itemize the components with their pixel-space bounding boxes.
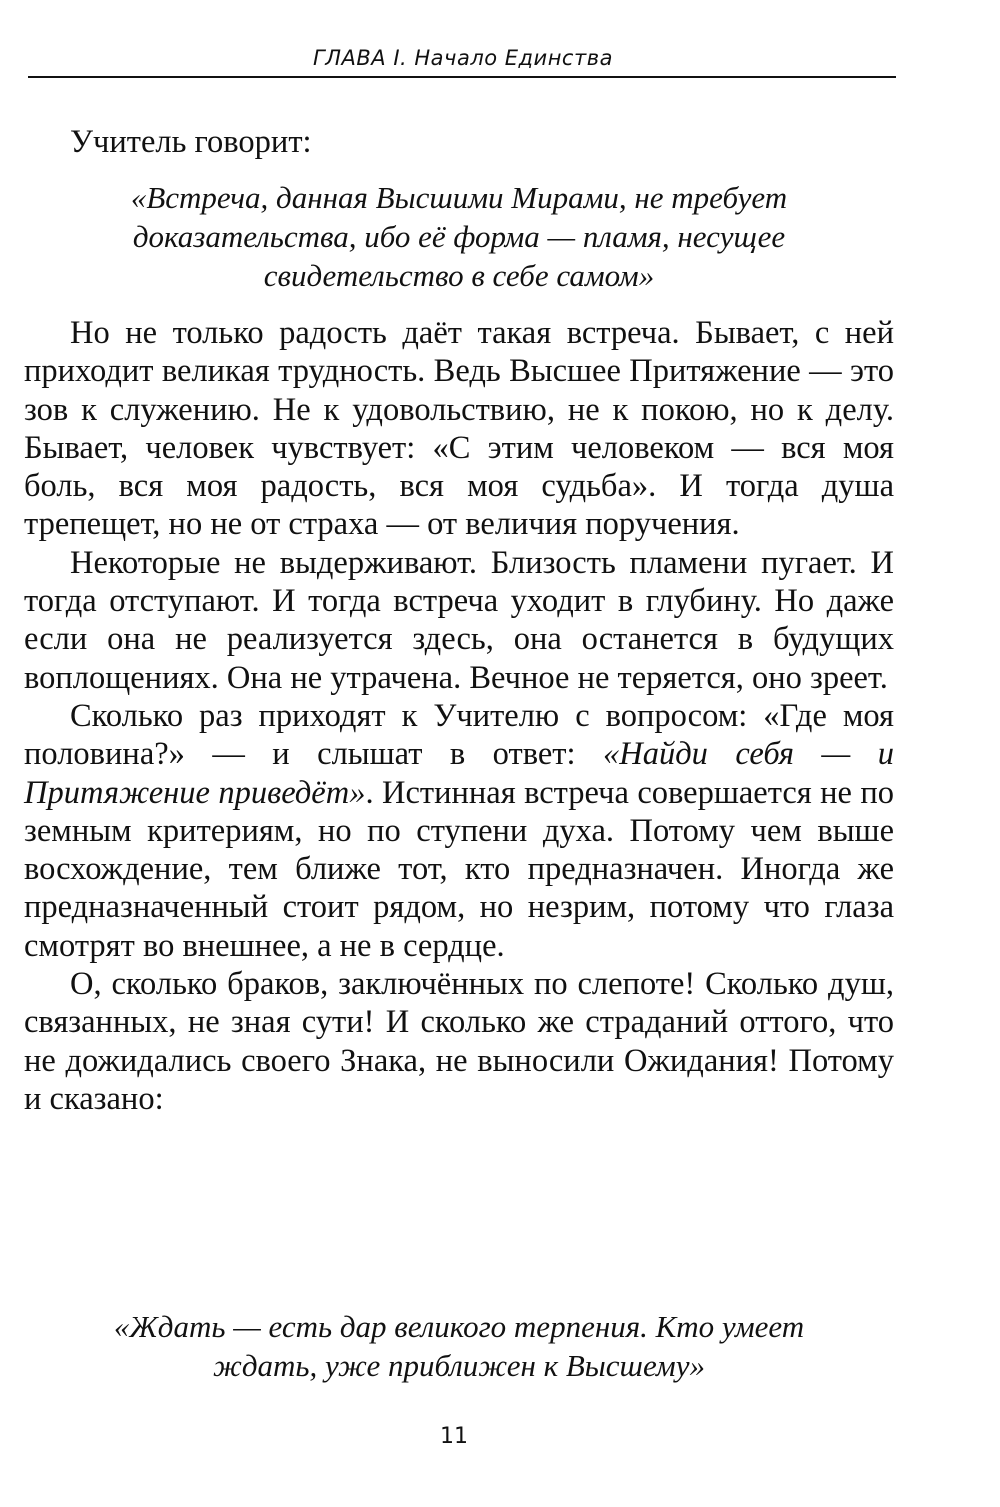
running-head: ГЛАВА I. Начало Единства [313, 46, 613, 70]
quote-line: «Ждать — есть дар великого терпения. Кто умеет [113, 1309, 805, 1344]
page-number: 11 [440, 1424, 468, 1449]
paragraph-2: Некоторые не выдерживают. Близость пламени пугает. И тогда отступают. И тогда встреча уходит в глубину. Но даже если она не реализуется здесь, она останется в будущих воплощениях. Она не утрачена. Вечное не теряется, оно зреет. [24, 544, 894, 696]
quote-line: свидетельство в себе самом» [263, 258, 655, 293]
quote-line: ждать, уже приближен к Высшему» [213, 1348, 705, 1383]
quote-line: доказательства, ибо её форма — пламя, несущее [132, 219, 786, 254]
header-rule [28, 76, 896, 78]
paragraph-3-text: Сколько раз приходят к Учителю с вопросом: «Где моя половина?» — и слышат в ответ: [24, 697, 894, 773]
paragraph-3-text-end: . Истинная встреча совершается не по земным критериям, но по ступени духа. Потому чем выше восхождение, тем ближе тот, кто предназначен. Иногда же предназначенный стоит рядом, но незрим, потому что глаза смотрят во внешнее, а не в сердце. [24, 774, 895, 964]
paragraph-3-italic-quote: «Найди себя — и Притяжение приведёт» [24, 736, 895, 811]
paragraph-4: О, сколько браков, заключённых по слепоте! Сколько душ, связанных, не зная сути! И сколько же страданий оттого, что не дожидались своего Знака, не выносили Ожидания! Потому и сказано: [24, 966, 894, 1117]
opening-quote [24, 178, 894, 295]
paragraph-1: Но не только радость даёт такая встреча. Бывает, с ней приходит великая трудность. Ведь Высшее Притяжение — это зов к служению. Не к удовольствию, не к покою, но к делу. Бывает, человек чувствует: «С этим человеком — вся моя боль, вся моя радость, вся моя судьба». И тогда душа трепещет, но не от страха — от величия поручения. [24, 315, 894, 543]
paragraph-3 [24, 697, 894, 965]
quote-line: «Встреча, данная Высшими Мирами, не требует [130, 180, 788, 215]
body-text [24, 314, 894, 1118]
closing-quote [24, 1307, 894, 1385]
intro-line: Учитель говорит: [70, 124, 312, 160]
